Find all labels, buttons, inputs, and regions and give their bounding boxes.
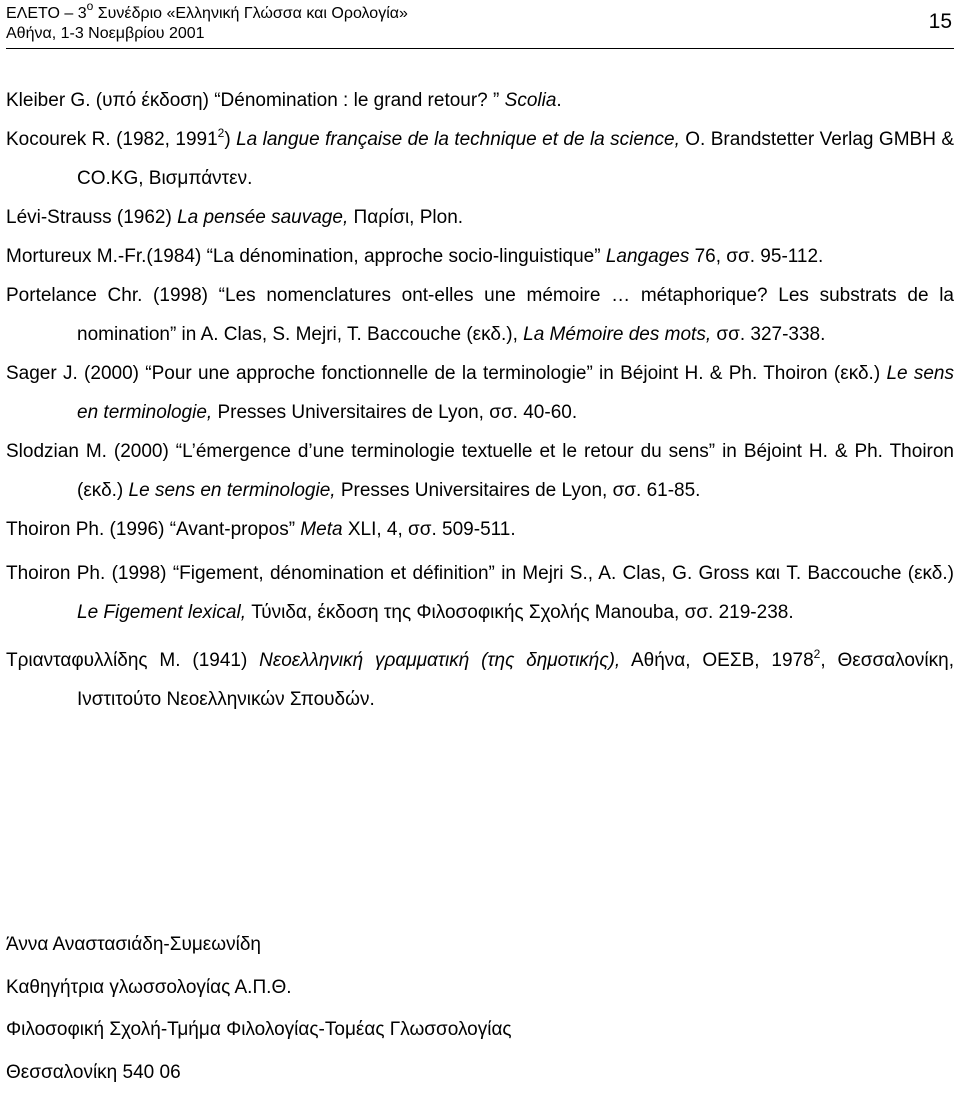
reference-entry	[6, 354, 954, 432]
reference-superscript: 2	[218, 126, 225, 140]
reference-text: Lévi-Strauss (1962)	[6, 207, 177, 228]
reference-text: Sager J. (2000) “Pour une approche fonctionnelle de la terminologie” in Béjoint H. & Ph. Thoiron (εκδ.)	[6, 363, 886, 384]
reference-text: )	[224, 129, 236, 150]
reference-entry	[6, 81, 954, 120]
reference-entry	[6, 510, 954, 549]
reference-title: Le sens en terminologie,	[129, 480, 336, 501]
reference-list	[6, 81, 954, 719]
reference-text: Τριανταφυλλίδης Μ. (1941)	[6, 650, 259, 671]
reference-text: Αθήνα, ΟΕΣΒ, 1978	[620, 650, 813, 671]
author-signature-block	[6, 924, 512, 1094]
page-number: 15	[929, 10, 952, 34]
author-affiliation: Φιλοσοφική Σχολή-Τμήμα Φιλολογίας-Τομέας Γλωσσολογίας	[6, 1009, 512, 1052]
reference-text: Presses Universitaires de Lyon, σσ. 61-85.	[336, 480, 701, 501]
author-address: Θεσσαλονίκη 540 06	[6, 1052, 512, 1094]
reference-title: La Mémoire des mots,	[523, 324, 711, 345]
reference-title: Langages	[606, 246, 689, 267]
reference-text: Παρίσι, Plon.	[348, 207, 463, 228]
reference-text: Portelance Chr. (1998) “Les nomenclatures ont-elles une mémoire … métaphorique? Les substrats de la nomination” in A. Clas, S. Mejri, T. Baccouche (εκδ.),	[6, 285, 954, 345]
reference-text: O. Brandstetter Verlag GMBH & CO.KG, Βισμπάντεν.	[77, 129, 954, 189]
reference-title: La langue française de la technique et de la science,	[236, 129, 680, 150]
conference-prefix: ΕΛΕΤΟ – 3	[6, 5, 87, 22]
reference-text: Kocourek R. (1982, 1991	[6, 129, 218, 150]
reference-text: Thoiron Ph. (1998) “Figement, dénomination et définition” in Mejri S., A. Clas, G. Gross και T. Baccouche (εκδ.)	[6, 563, 954, 584]
reference-text: , Θεσσαλονίκη, Ινστιτούτο Νεοελληνικών Σπουδών.	[77, 650, 954, 710]
reference-title: Le sens en terminologie,	[77, 363, 954, 423]
reference-title: Le Figement lexical,	[77, 602, 246, 623]
reference-text: .	[556, 90, 561, 111]
reference-text: σσ. 327-338.	[711, 324, 825, 345]
reference-text: Presses Universitaires de Lyon, σσ. 40-60.	[212, 402, 577, 423]
reference-text: Kleiber G. (υπό έκδοση) “Dénomination : le grand retour? ”	[6, 90, 505, 111]
reference-text: Thoiron Ph. (1996) “Avant-propos”	[6, 519, 300, 540]
reference-superscript: 2	[814, 647, 821, 661]
header-rule	[6, 48, 954, 49]
reference-text: Slodzian M. (2000) “L’émergence d’une terminologie textuelle et le retour du sens” in Béjoint H. & Ph. Thoiron (εκδ.)	[6, 441, 954, 501]
author-name: Άννα Αναστασιάδη-Συμεωνίδη	[6, 924, 512, 967]
author-title: Καθηγήτρια γλωσσολογίας Α.Π.Θ.	[6, 967, 512, 1010]
reference-entry	[6, 237, 954, 276]
reference-text: Τύνιδα, έκδοση της Φιλοσοφικής Σχολής Manouba, σσ. 219-238.	[246, 602, 794, 623]
conference-place-date: Αθήνα, 1-3 Νοεμβρίου 2001	[6, 24, 954, 44]
conference-title	[6, 4, 954, 24]
reference-text: Mortureux M.-Fr.(1984) “La dénomination, approche socio-linguistique”	[6, 246, 606, 267]
reference-entry	[6, 641, 954, 719]
reference-text: 76, σσ. 95-112.	[689, 246, 823, 267]
conference-suffix: Συνέδριο «Ελληνική Γλώσσα και Ορολογία»	[93, 5, 408, 22]
page-header	[6, 4, 954, 50]
reference-title: Scolia	[505, 90, 557, 111]
reference-entry	[6, 432, 954, 510]
reference-entry	[6, 120, 954, 198]
reference-entry	[6, 276, 954, 354]
conference-ordinal: ο	[87, 0, 94, 13]
reference-entry	[6, 198, 954, 237]
reference-title: Νεοελληνική γραμματική (της δημοτικής),	[259, 650, 620, 671]
reference-entry	[6, 554, 954, 632]
reference-title: Meta	[300, 519, 342, 540]
reference-text: XLI, 4, σσ. 509-511.	[343, 519, 516, 540]
reference-title: La pensée sauvage,	[177, 207, 348, 228]
